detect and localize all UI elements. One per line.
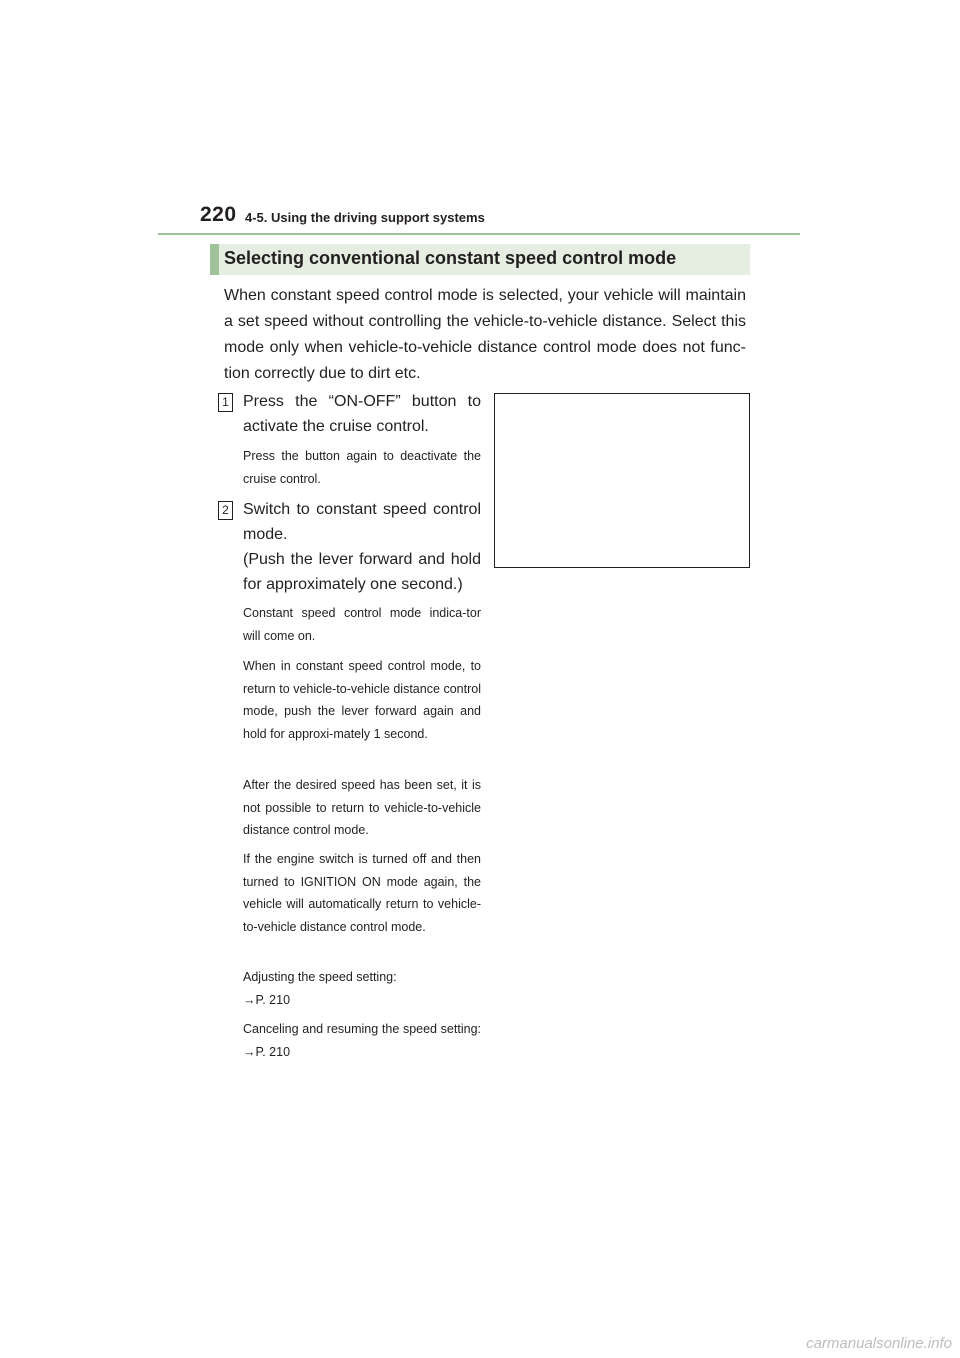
- step-2-note-engine-switch: If the engine switch is turned off and then turned to IGNITION ON mode again, the vehicle will automatically return to vehicle-to-vehicle distance control mode.: [243, 852, 481, 934]
- watermark: carmanualsonline.info: [806, 1335, 952, 1352]
- page-number: 220: [200, 203, 237, 226]
- header-divider: [158, 233, 800, 235]
- step-2-note-cancel: [243, 1018, 481, 1063]
- cruise-control-figure: [494, 393, 750, 568]
- step-2-note-indicator: Constant speed control mode indica-tor will come on.: [243, 606, 481, 643]
- adjust-page-link[interactable]: →P. 210: [243, 992, 291, 1007]
- step-2-subtext: (Push the lever forward and hold for approximately one second.): [243, 551, 481, 593]
- adjust-label: Adjusting the speed setting:: [243, 970, 397, 984]
- cancel-page-link[interactable]: →P. 210: [243, 1044, 291, 1059]
- step-2-number: 2: [218, 501, 233, 520]
- step-1-number: 1: [218, 393, 233, 412]
- section-title-bar: [210, 244, 750, 275]
- step-1-text: Press the “ON-OFF” button to activate the cruise control.: [243, 393, 481, 435]
- section-header: 4-5. Using the driving support systems: [245, 210, 485, 225]
- step-2-note-adjust: [243, 966, 481, 1011]
- step-1-note: Press the button again to deactivate the cruise control.: [243, 449, 481, 486]
- cancel-label: Canceling and resuming the speed setting:: [243, 1022, 481, 1036]
- step-2-note-return: When in constant speed control mode, to return to vehicle-to-vehicle distance control mode, push the lever forward again and hold for approxi-mately 1 second.: [243, 659, 481, 741]
- title-accent-bar: [210, 244, 219, 275]
- section-title: Selecting conventional constant speed control mode: [224, 248, 677, 268]
- step-2-note-after-set: After the desired speed has been set, it is not possible to return to vehicle-to-vehicle distance control mode.: [243, 778, 481, 837]
- step-2-text: Switch to constant speed control mode.: [243, 501, 481, 543]
- intro-paragraph: When constant speed control mode is selected, your vehicle will maintain a set speed without controlling the vehicle-to-vehicle distance. Select this mode only when vehicle-to-vehicle distance control mode does not func-tion correctly due to dirt etc.: [224, 287, 746, 382]
